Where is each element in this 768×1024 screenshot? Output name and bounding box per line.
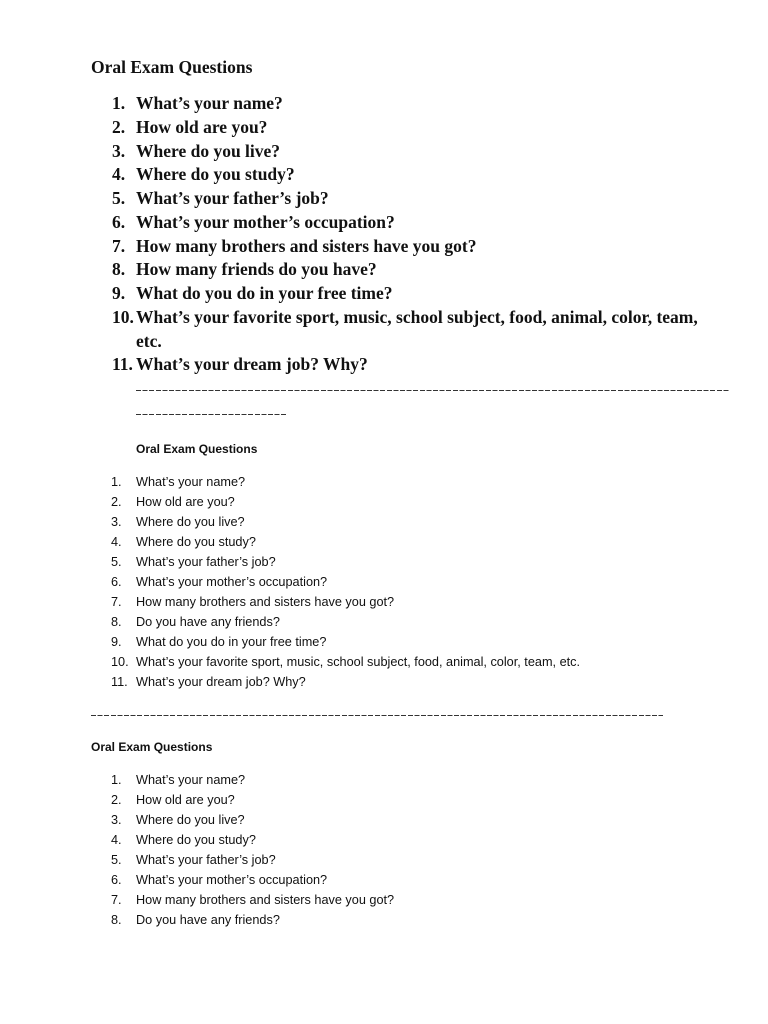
item-number: 6.: [112, 211, 126, 232]
question-item: [111, 532, 580, 552]
item-number: 5.: [111, 853, 122, 867]
question-item: [111, 572, 580, 592]
question-item: [111, 870, 394, 890]
question-text: Where do you study?: [136, 164, 295, 185]
question-item: [112, 187, 716, 211]
question-text: What’s your dream job? Why?: [136, 675, 306, 689]
question-text: What’s your name?: [136, 475, 246, 489]
question-text: Do you have any friends?: [136, 913, 280, 927]
item-number: 11.: [112, 354, 133, 375]
question-item: [112, 140, 716, 164]
question-item: [112, 92, 716, 116]
section-title: Oral Exam Questions: [136, 442, 258, 456]
item-number: 4.: [112, 164, 126, 185]
question-item: [112, 353, 716, 377]
question-item: [112, 235, 716, 259]
item-number: 3.: [112, 140, 126, 161]
question-text: How many brothers and sisters have you got?: [136, 235, 477, 256]
question-text: Where do you live?: [136, 515, 245, 529]
question-item: [112, 116, 716, 140]
question-text: What’s your mother’s occupation?: [136, 873, 328, 887]
question-text: How old are you?: [136, 116, 268, 137]
item-number: 7.: [111, 893, 122, 907]
question-text: What’s your father’s job?: [136, 555, 276, 569]
question-list: [111, 472, 580, 692]
question-text: What’s your mother’s occupation?: [136, 211, 395, 232]
item-number: 9.: [111, 635, 122, 649]
question-item: [111, 472, 580, 492]
question-text: What’s your name?: [136, 773, 246, 787]
question-item: [112, 258, 716, 282]
item-number: 8.: [111, 913, 122, 927]
question-item: [111, 910, 394, 930]
item-number: 2.: [112, 116, 126, 137]
item-number: 4.: [111, 535, 122, 549]
question-item: [111, 652, 580, 672]
question-text: What’s your father’s job?: [136, 853, 276, 867]
question-item: [111, 672, 580, 692]
question-item: [111, 850, 394, 870]
question-item: [112, 163, 716, 187]
question-item: [111, 512, 580, 532]
item-number: 1.: [111, 475, 122, 489]
item-number: 6.: [111, 873, 122, 887]
question-text: Do you have any friends?: [136, 615, 280, 629]
question-item: [112, 211, 716, 235]
item-number: 8.: [112, 259, 126, 280]
question-text: What’s your name?: [136, 93, 283, 113]
item-number: 3.: [111, 813, 122, 827]
item-number: 11.: [111, 675, 128, 689]
question-text: Where do you live?: [136, 813, 245, 827]
item-number: 6.: [111, 575, 122, 589]
item-number: 10.: [112, 306, 134, 327]
question-text: What’s your father’s job?: [136, 188, 329, 208]
section-title: Oral Exam Questions: [91, 740, 213, 754]
dashed-separator: [136, 390, 730, 391]
item-number: 5.: [111, 555, 122, 569]
question-text: How many brothers and sisters have you got?: [136, 893, 395, 907]
item-number: 10.: [111, 655, 129, 669]
question-list: [111, 770, 394, 930]
question-text: What do you do in your free time?: [136, 635, 327, 649]
item-number: 1.: [111, 773, 122, 787]
question-item: [111, 830, 394, 850]
dashed-separator: [91, 715, 663, 716]
question-item: [111, 790, 394, 810]
item-number: 1.: [112, 93, 126, 113]
question-item: [111, 592, 580, 612]
question-text: How many brothers and sisters have you got?: [136, 595, 395, 609]
question-text: What’s your mother’s occupation?: [136, 575, 328, 589]
item-number: 3.: [111, 515, 122, 529]
question-text: What’s your favorite sport, music, school subject, food, animal, color, team, etc.: [136, 655, 581, 669]
item-number: 2.: [111, 495, 122, 509]
item-number: 7.: [112, 235, 126, 256]
item-number: 7.: [111, 595, 122, 609]
question-item: [111, 770, 394, 790]
question-item: [111, 492, 580, 512]
question-item: [111, 810, 394, 830]
dashed-separator: [136, 414, 287, 415]
question-item: [112, 306, 716, 354]
item-number: 2.: [111, 793, 122, 807]
question-text: Where do you study?: [136, 535, 256, 549]
question-text: What do you do in your free time?: [136, 283, 393, 303]
question-text: How old are you?: [136, 495, 235, 509]
question-item: [111, 890, 394, 910]
section-title: Oral Exam Questions: [91, 57, 253, 77]
question-item: [111, 612, 580, 632]
item-number: 8.: [111, 615, 122, 629]
question-item: [112, 282, 716, 306]
question-text: Where do you study?: [136, 833, 256, 847]
question-text: Where do you live?: [136, 140, 281, 161]
item-number: 5.: [112, 188, 126, 208]
question-item: [111, 552, 580, 572]
question-item: [111, 632, 580, 652]
item-number: 9.: [112, 283, 126, 303]
question-text: What’s your favorite sport, music, school subject, food, animal, color, team, etc.: [136, 306, 698, 351]
question-text: How many friends do you have?: [136, 259, 377, 280]
question-text: What’s your dream job? Why?: [136, 354, 368, 375]
question-list: [112, 92, 716, 377]
question-text: How old are you?: [136, 793, 235, 807]
item-number: 4.: [111, 833, 122, 847]
